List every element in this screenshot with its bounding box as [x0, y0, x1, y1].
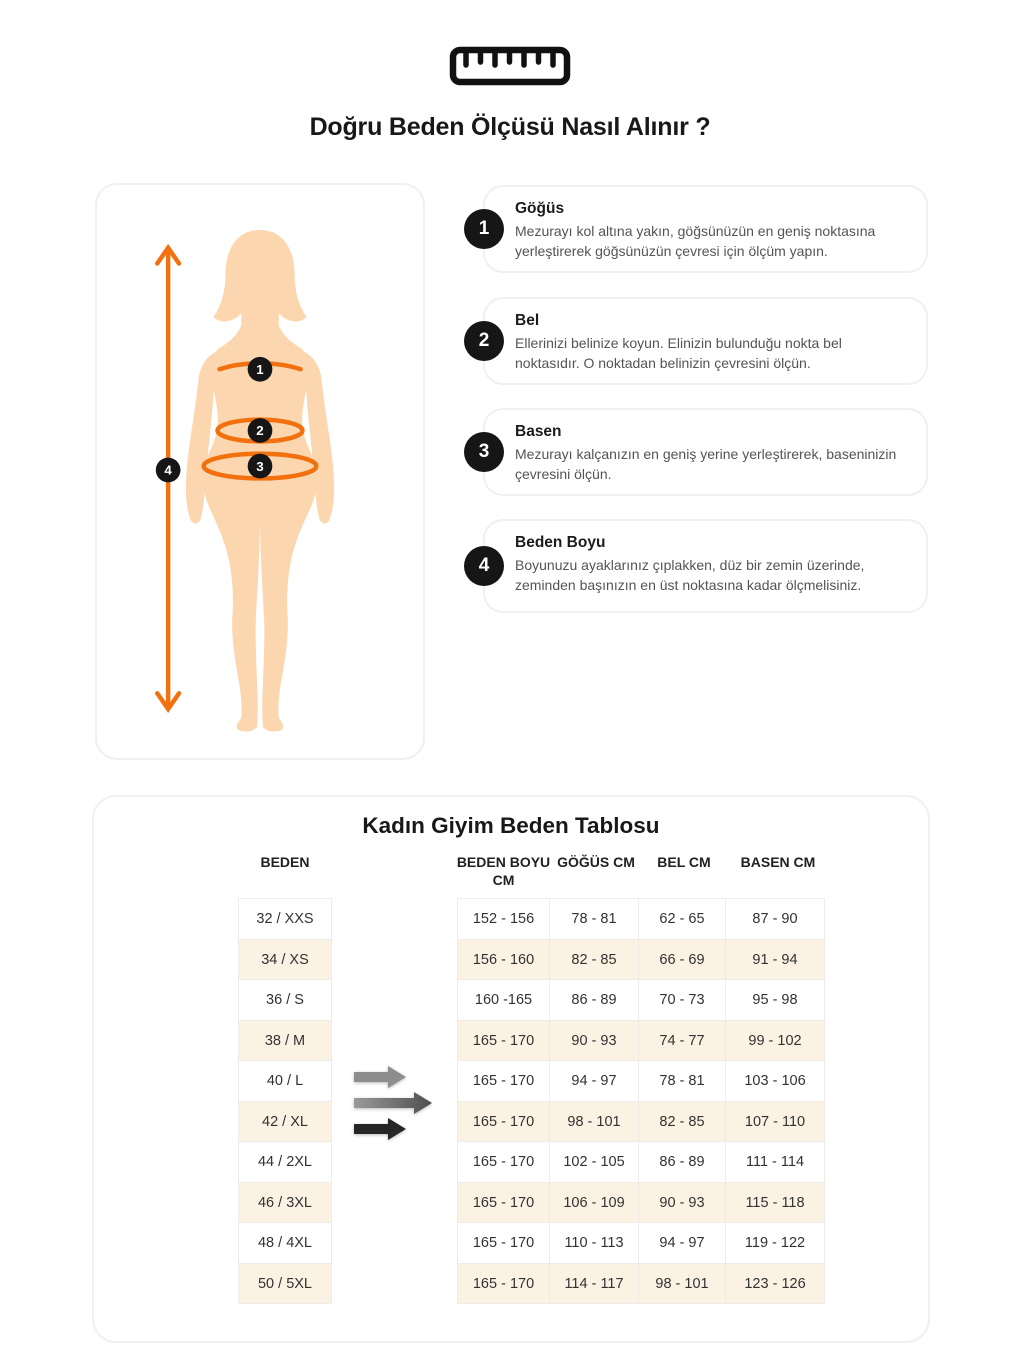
- measurement-cell: 107 - 110: [725, 1101, 825, 1143]
- table-row: [457, 898, 825, 940]
- table-row: [457, 1101, 825, 1143]
- card-title: Bel: [515, 312, 540, 329]
- size-column: [238, 898, 332, 1304]
- size-cell: 42 / XL: [238, 1101, 332, 1143]
- column-header-beden-boyu: BEDEN BOYU CM: [456, 854, 551, 888]
- size-cell: 44 / 2XL: [238, 1141, 332, 1183]
- card-number-badge: 3: [464, 432, 504, 472]
- measurements-grid: [457, 898, 825, 1304]
- measurement-cell: 66 - 69: [638, 939, 726, 981]
- card-text: Ellerinizi belinize koyun. Elinizin bulunduğu nokta bel noktasıdır. O noktadan belinizin çevresini ölçün.: [515, 335, 842, 372]
- measurement-cell: 165 - 170: [457, 1060, 550, 1102]
- measurement-cell: 62 - 65: [638, 898, 726, 940]
- measurement-cell: 82 - 85: [549, 939, 639, 981]
- card-gogus: [478, 185, 928, 273]
- table-row: [457, 1222, 825, 1264]
- measurement-cell: 103 - 106: [725, 1060, 825, 1102]
- card-text: Mezurayı kalçanızın en geniş yerine yerleştirerek, baseninizin çevresini ölçün.: [515, 446, 897, 483]
- measurement-cell: 156 - 160: [457, 939, 550, 981]
- measurement-cell: 152 - 156: [457, 898, 550, 940]
- measurement-cell: 106 - 109: [549, 1182, 639, 1224]
- measurement-cell: 123 - 126: [725, 1263, 825, 1305]
- table-row: [457, 939, 825, 981]
- measurement-cell: 90 - 93: [638, 1182, 726, 1224]
- measurement-cell: 78 - 81: [638, 1060, 726, 1102]
- size-cell: 46 / 3XL: [238, 1182, 332, 1224]
- measurement-cell: 82 - 85: [638, 1101, 726, 1143]
- measurement-cell: 86 - 89: [549, 979, 639, 1021]
- measurement-cell: 87 - 90: [725, 898, 825, 940]
- ruler-icon: [449, 46, 571, 86]
- column-header-basen: BASEN CM: [740, 854, 816, 870]
- card-beden-boyu: [478, 519, 928, 613]
- table-row: [457, 979, 825, 1021]
- measurement-cell: 95 - 98: [725, 979, 825, 1021]
- measurement-cell: 91 - 94: [725, 939, 825, 981]
- measurement-cell: 165 - 170: [457, 1263, 550, 1305]
- column-header-gogus: GÖĞÜS CM: [557, 854, 635, 870]
- card-bel: [478, 297, 928, 385]
- measurement-cell: 98 - 101: [549, 1101, 639, 1143]
- measurement-cell: 165 - 170: [457, 1182, 550, 1224]
- measurement-cell: 160 -165: [457, 979, 550, 1021]
- table-row: [457, 1141, 825, 1183]
- column-header-beden: BEDEN: [260, 854, 310, 870]
- body-measurement-figure: [97, 185, 423, 758]
- measurement-cell: 78 - 81: [549, 898, 639, 940]
- measurement-cell: 102 - 105: [549, 1141, 639, 1183]
- measurement-cell: 165 - 170: [457, 1222, 550, 1264]
- size-cell: 34 / XS: [238, 939, 332, 981]
- measurement-cell: 98 - 101: [638, 1263, 726, 1305]
- point-badge-2-label: 2: [256, 423, 264, 439]
- table-row: [457, 1182, 825, 1224]
- point-badge-3-label: 3: [256, 458, 264, 474]
- measurement-cell: 165 - 170: [457, 1101, 550, 1143]
- header-icon-wrap: [0, 46, 1020, 91]
- size-table-panel: [92, 795, 930, 1343]
- card-text: Boyunuzu ayaklarınız çıplakken, düz bir zemin üzerinde, zeminden başınızın en üst noktasına kadar ölçmelisiniz.: [515, 557, 865, 594]
- size-cell: 36 / S: [238, 979, 332, 1021]
- body-figure-panel: [95, 183, 425, 760]
- size-cell: 32 / XXS: [238, 898, 332, 940]
- measurement-cell: 86 - 89: [638, 1141, 726, 1183]
- measurement-cell: 94 - 97: [549, 1060, 639, 1102]
- card-number-badge: 2: [464, 321, 504, 361]
- card-title: Beden Boyu: [515, 534, 606, 551]
- size-table-title: Kadın Giyim Beden Tablosu: [362, 813, 660, 838]
- measurement-cell: 165 - 170: [457, 1141, 550, 1183]
- card-number-badge: 1: [464, 209, 504, 249]
- measurement-cell: 165 - 170: [457, 1020, 550, 1062]
- point-badge-1-label: 1: [256, 361, 264, 377]
- card-title: Göğüs: [515, 200, 565, 217]
- measurement-cell: 94 - 97: [638, 1222, 726, 1264]
- table-row: [457, 1060, 825, 1102]
- measurement-cell: 90 - 93: [549, 1020, 639, 1062]
- size-cell: 48 / 4XL: [238, 1222, 332, 1264]
- measurement-cell: 74 - 77: [638, 1020, 726, 1062]
- card-basen: [478, 408, 928, 496]
- card-number-badge: 4: [464, 546, 504, 586]
- measurement-cell: 114 - 117: [549, 1263, 639, 1305]
- point-badge-4-label: 4: [164, 462, 172, 478]
- size-cell: 40 / L: [238, 1060, 332, 1102]
- measurement-cell: 111 - 114: [725, 1141, 825, 1183]
- card-title: Basen: [515, 423, 562, 440]
- measurement-cell: 110 - 113: [549, 1222, 639, 1264]
- measurement-cell: 99 - 102: [725, 1020, 825, 1062]
- size-cell: 50 / 5XL: [238, 1263, 332, 1305]
- size-cell: 38 / M: [238, 1020, 332, 1062]
- body-silhouette: [186, 230, 334, 732]
- column-header-bel: BEL CM: [657, 854, 711, 870]
- table-row: [457, 1020, 825, 1062]
- card-text: Mezurayı kol altına yakın, göğsünüzün en geniş noktasına yerleştirerek göğsünüzün çevresi için ölçüm yapın.: [515, 223, 876, 260]
- measurement-cell: 115 - 118: [725, 1182, 825, 1224]
- right-arrows-icon: [352, 1065, 438, 1145]
- table-row: [457, 1263, 825, 1305]
- page-title: Doğru Beden Ölçüsü Nasıl Alınır ?: [309, 113, 711, 141]
- measurement-cell: 119 - 122: [725, 1222, 825, 1264]
- measurement-cell: 70 - 73: [638, 979, 726, 1021]
